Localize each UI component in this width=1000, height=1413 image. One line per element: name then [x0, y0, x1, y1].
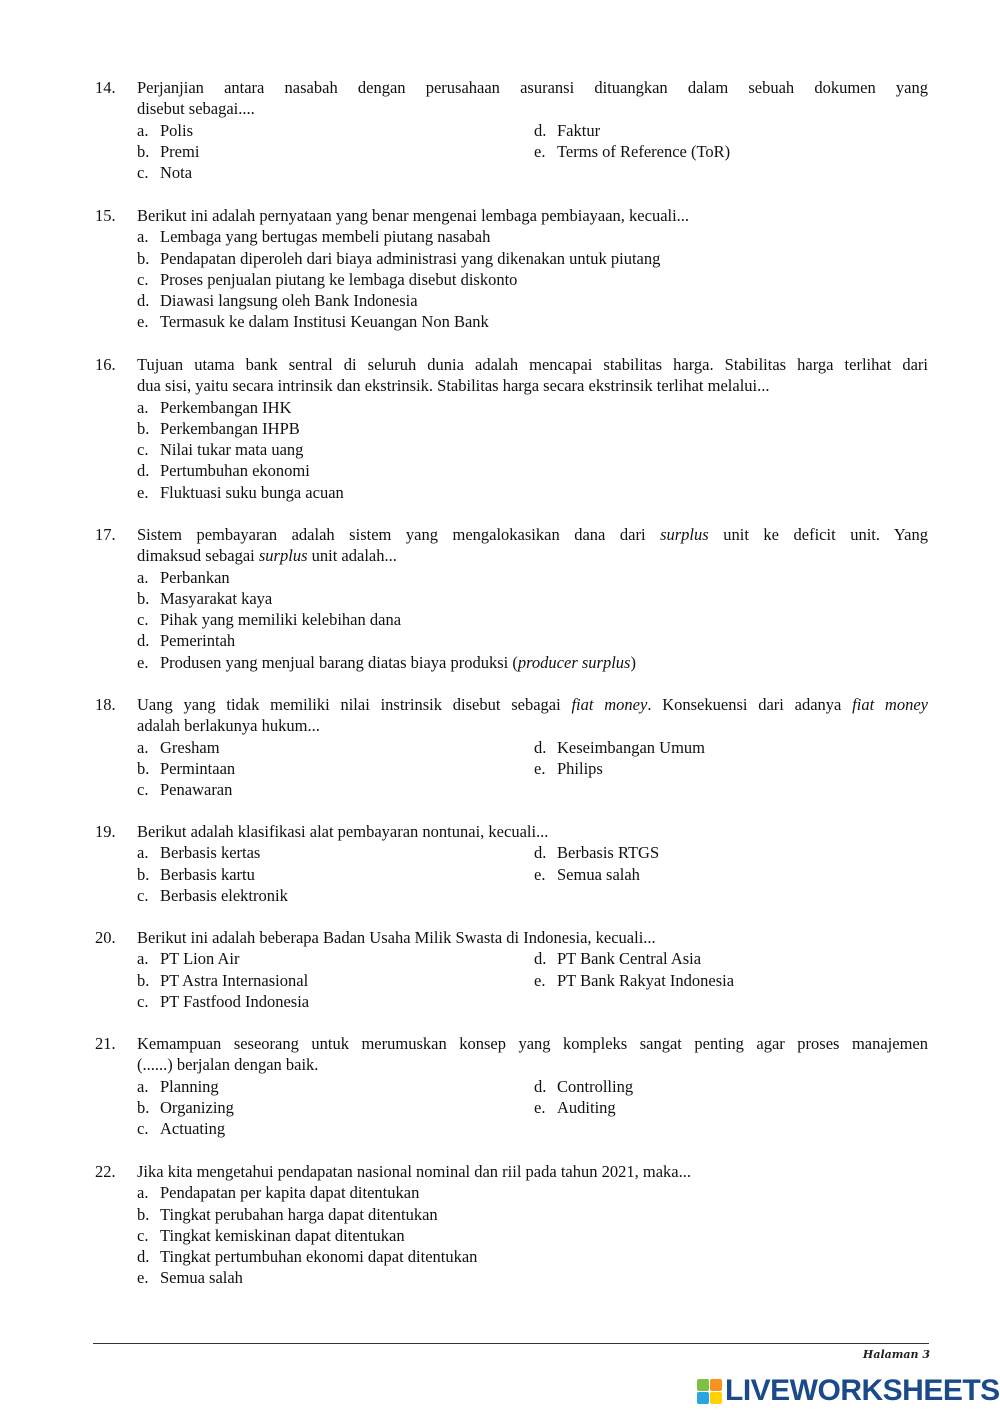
answer-options: [137, 567, 928, 673]
footer-divider: [93, 1343, 929, 1344]
option-e[interactable]: e. Auditing: [534, 1097, 616, 1117]
option-e[interactable]: e. Semua salah: [137, 1268, 243, 1288]
question-text: Berikut adalah klasifikasi alat pembayaran nontunai, kecuali...: [137, 822, 549, 841]
option-d[interactable]: d. Berbasis RTGS: [534, 843, 660, 863]
option-a[interactable]: a. Perkembangan IHK: [137, 397, 292, 417]
option-a[interactable]: a. Gresham: [137, 737, 220, 757]
option-e[interactable]: e. Produsen yang menjual barang diatas biaya produksi (producer surplus): [137, 652, 636, 672]
answer-options: [137, 120, 928, 184]
question-text: Jika kita mengetahui pendapatan nasional nominal dan riil pada tahun 2021, maka...: [137, 1162, 691, 1181]
liveworksheets-logo-icon: [697, 1379, 721, 1403]
option-d[interactable]: d. Controlling: [534, 1076, 634, 1096]
option-c[interactable]: c. Nilai tukar mata uang: [137, 440, 304, 460]
option-c[interactable]: c. Penawaran: [137, 780, 233, 800]
question-16: [95, 354, 928, 503]
page-number: Halaman 3: [862, 1348, 930, 1361]
option-b[interactable]: b. Permintaan: [137, 758, 236, 778]
logo-tile: [710, 1379, 722, 1391]
option-a[interactable]: a. PT Lion Air: [137, 949, 240, 969]
answer-options: [137, 948, 928, 1012]
option-e[interactable]: e. Semua salah: [534, 864, 640, 884]
brand-name: LIVEWORKSHEETS: [725, 1374, 1000, 1407]
question-number: 22.: [95, 1162, 116, 1181]
logo-tile: [697, 1379, 709, 1391]
answer-options: [137, 842, 928, 906]
option-e[interactable]: e. Fluktuasi suku bunga acuan: [137, 482, 344, 502]
answer-options: [137, 226, 928, 332]
answer-options: [137, 1182, 928, 1288]
option-b[interactable]: b. PT Astra Internasional: [137, 970, 309, 990]
question-21: [95, 1033, 928, 1139]
option-d[interactable]: d. Pertumbuhan ekonomi: [137, 461, 310, 481]
question-20: [95, 927, 928, 1012]
question-19: [95, 821, 928, 906]
option-c[interactable]: c. Pihak yang memiliki kelebihan dana: [137, 610, 402, 630]
option-c[interactable]: c. PT Fastfood Indonesia: [137, 991, 310, 1011]
option-c[interactable]: c. Tingkat kemiskinan dapat ditentukan: [137, 1225, 405, 1245]
option-a[interactable]: a. Polis: [137, 120, 194, 140]
option-b[interactable]: b. Tingkat perubahan harga dapat ditentukan: [137, 1204, 438, 1224]
option-a[interactable]: a. Berbasis kertas: [137, 843, 261, 863]
answer-options: [137, 1076, 928, 1140]
question-number: 17.: [95, 525, 116, 544]
question-text: Uang yang tidak memiliki nilai instrinsik disebut sebagai fiat money. Konsekuensi dari adanya fiat money adalah berlakunya hukum...: [137, 695, 928, 736]
answer-options: [137, 737, 928, 801]
option-c[interactable]: c. Actuating: [137, 1119, 226, 1139]
option-e[interactable]: e. PT Bank Rakyat Indonesia: [534, 970, 735, 990]
question-22: [95, 1161, 928, 1289]
option-e[interactable]: e. Philips: [534, 758, 603, 778]
option-d[interactable]: d. Faktur: [534, 120, 601, 140]
question-number: 16.: [95, 355, 116, 374]
question-number: 14.: [95, 78, 116, 97]
option-b[interactable]: b. Pendapatan diperoleh dari biaya administrasi yang dikenakan untuk piutang: [137, 248, 661, 268]
question-text: Sistem pembayaran adalah sistem yang mengalokasikan dana dari surplus unit ke deficit unit. Yang dimaksud sebagai surplus unit adalah...: [137, 525, 929, 566]
option-b[interactable]: b. Masyarakat kaya: [137, 588, 273, 608]
question-14: [95, 77, 928, 183]
option-b[interactable]: b. Perkembangan IHPB: [137, 418, 300, 438]
answer-options: [137, 397, 928, 503]
logo-tile: [710, 1392, 722, 1404]
question-text: Tujuan utama bank sentral di seluruh dunia adalah mencapai stabilitas harga. Stabilitas harga terlihat dari dua sisi, yaitu secara intrinsik dan ekstrinsik. Stabilitas harga secara ekstrinsik terlihat melalui...: [137, 355, 928, 396]
option-b[interactable]: b. Berbasis kartu: [137, 864, 255, 884]
question-17: [95, 524, 928, 673]
option-d[interactable]: d. Keseimbangan Umum: [534, 737, 706, 757]
question-text: Berikut ini adalah pernyataan yang benar mengenai lembaga pembiayaan, kecuali...: [137, 206, 690, 225]
option-b[interactable]: b. Organizing: [137, 1097, 234, 1117]
option-d[interactable]: d. Pemerintah: [137, 631, 236, 651]
liveworksheets-brand[interactable]: [697, 1376, 1000, 1406]
option-a[interactable]: a. Pendapatan per kapita dapat ditentukan: [137, 1183, 420, 1203]
question-text: Berikut ini adalah beberapa Badan Usaha Milik Swasta di Indonesia, kecuali...: [137, 928, 656, 947]
option-c[interactable]: c. Berbasis elektronik: [137, 885, 288, 905]
question-number: 15.: [95, 206, 116, 225]
question-number: 18.: [95, 695, 116, 714]
option-c[interactable]: c. Nota: [137, 163, 193, 183]
question-number: 20.: [95, 928, 116, 947]
option-a[interactable]: a. Lembaga yang bertugas membeli piutang nasabah: [137, 227, 491, 247]
question-18: [95, 694, 928, 800]
option-b[interactable]: b. Premi: [137, 141, 200, 161]
option-e[interactable]: e. Terms of Reference (ToR): [534, 141, 731, 161]
option-d[interactable]: d. Diawasi langsung oleh Bank Indonesia: [137, 291, 418, 311]
option-d[interactable]: d. PT Bank Central Asia: [534, 949, 702, 969]
option-e[interactable]: e. Termasuk ke dalam Institusi Keuangan Non Bank: [137, 312, 489, 332]
question-text: Perjanjian antara nasabah dengan perusahaan asuransi dituangkan dalam sebuah dokumen yang disebut sebagai....: [137, 78, 928, 119]
logo-tile: [697, 1392, 709, 1404]
option-a[interactable]: a. Perbankan: [137, 567, 230, 587]
question-text: Kemampuan seseorang untuk merumuskan konsep yang kompleks sangat penting agar proses manajemen (......) berjalan dengan baik.: [137, 1034, 928, 1075]
option-c[interactable]: c. Proses penjualan piutang ke lembaga disebut diskonto: [137, 269, 518, 289]
option-d[interactable]: d. Tingkat pertumbuhan ekonomi dapat ditentukan: [137, 1247, 478, 1267]
question-number: 19.: [95, 822, 116, 841]
question-15: [95, 205, 928, 333]
question-number: 21.: [95, 1034, 116, 1053]
option-a[interactable]: a. Planning: [137, 1076, 219, 1096]
